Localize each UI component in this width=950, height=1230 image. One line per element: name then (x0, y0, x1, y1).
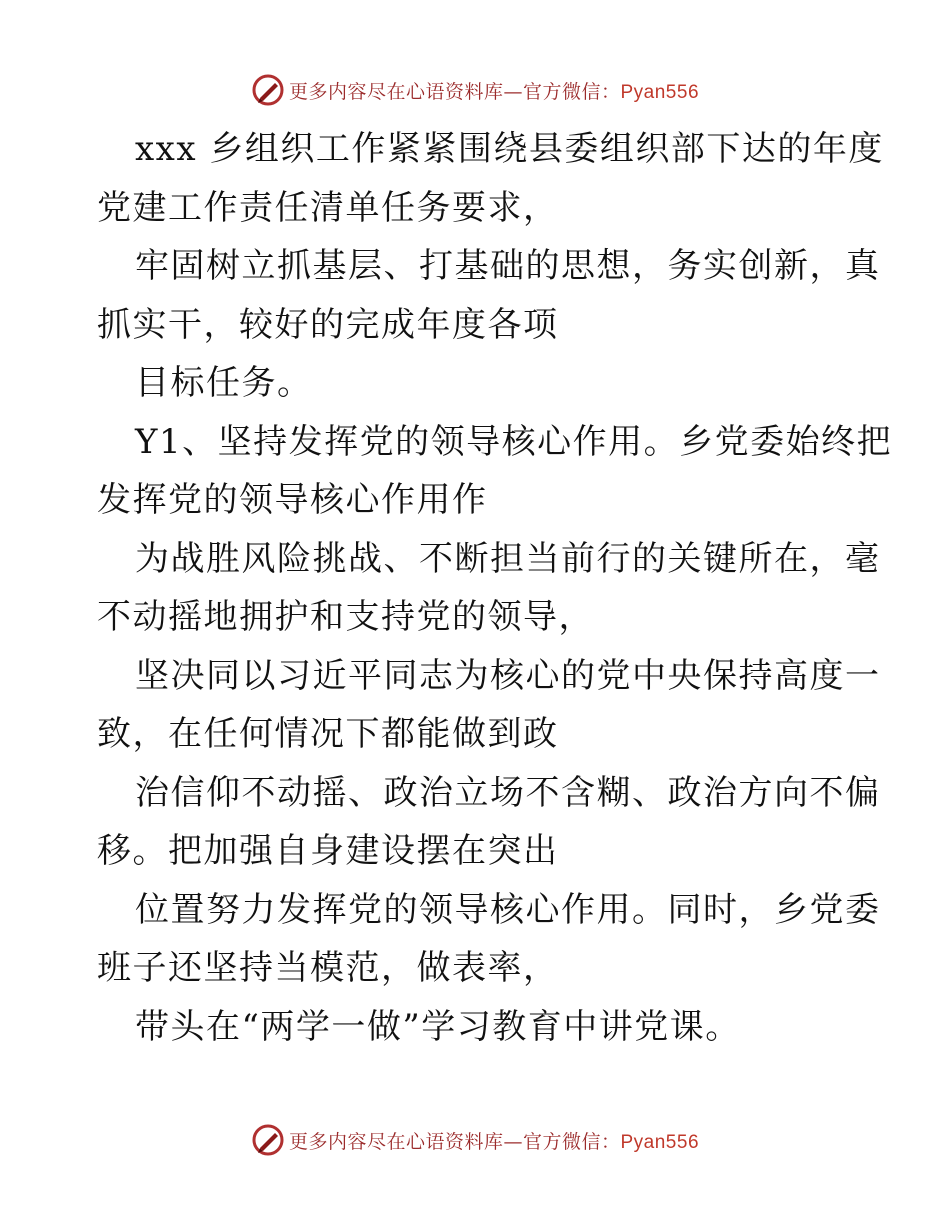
paragraph-line: 坚决同以习近平同志为核心的党中央保持高度一 (135, 655, 881, 696)
banner-wechat-id: Pyan556 (620, 1131, 700, 1153)
document-body (97, 120, 893, 1056)
paragraph-line: 致，在任何情况下都能做到政 (97, 714, 559, 754)
paragraph-line: 目标任务。 (135, 363, 313, 403)
paragraph-line: 位置努力发挥党的领导核心作用。同时，乡党委 (135, 889, 881, 930)
paragraph-line: 不动摇地拥护和支持党的领导， (97, 597, 594, 637)
banner-site-name: 更多内容尽在心语资料库 (288, 1130, 504, 1153)
banner-dash: — (503, 80, 523, 103)
paragraph-line: xxx 乡组织工作紧紧围绕县委组织部下达的年度 (135, 129, 884, 169)
banner-dash: — (503, 1130, 523, 1153)
paragraph-line: 带头在“两学一做”学习教育中讲党课。 (135, 1006, 741, 1047)
banner-text (289, 77, 699, 104)
pen-logo-icon (251, 73, 285, 107)
paragraph-line: Y1、坚持发挥党的领导核心作用。乡党委始终把 (135, 421, 893, 462)
pen-logo-icon (251, 1123, 285, 1157)
footer-watermark-banner (0, 1120, 950, 1160)
paragraph-line: 班子还坚持当模范，做表率， (97, 948, 559, 988)
paragraph-line: 牢固树立抓基层、打基础的思想，务实创新，真 (135, 246, 881, 286)
banner-site-name: 更多内容尽在心语资料库 (288, 80, 504, 103)
banner-text (289, 1127, 699, 1154)
paragraph-line: 党建工作责任清单任务要求， (97, 187, 559, 228)
header-watermark-banner (0, 70, 950, 110)
paragraph-line: 发挥党的领导核心作用作 (97, 480, 488, 520)
banner-wechat-id: Pyan556 (620, 81, 700, 103)
paragraph-line: 移。把加强自身建设摆在突出 (97, 831, 559, 871)
banner-label: 官方微信： (522, 1130, 621, 1153)
paragraph-line: 为战胜风险挑战、不断担当前行的关键所在，毫 (135, 538, 881, 579)
paragraph-line: 抓实干，较好的完成年度各项 (97, 304, 559, 345)
banner-label: 官方微信： (522, 80, 621, 103)
paragraph-line: 治信仰不动摇、政治立场不含糊、政治方向不偏 (135, 772, 881, 813)
